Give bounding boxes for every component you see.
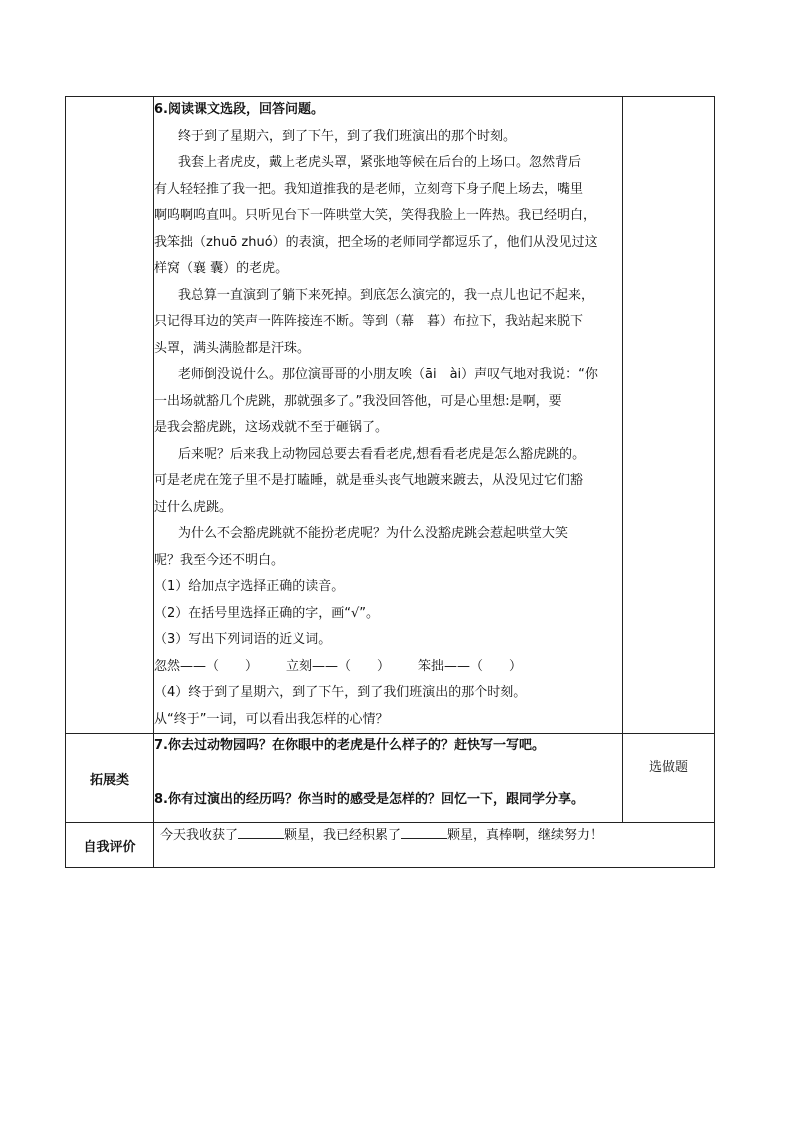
- sub-question-2: （2）在括号里选择正确的字，画“√”。: [154, 605, 380, 621]
- synonym-row: [154, 654, 622, 681]
- reading-left-cell: [66, 97, 154, 734]
- question-6-title: 6.阅读课文选段，回答问题。: [154, 102, 324, 117]
- passage-line: 过什么虎跳。: [154, 499, 233, 515]
- self-eval-row: [66, 823, 715, 868]
- question-7: 7.你去过动物园吗？在你眼中的老虎是什么样子的？赶快写一写吧。: [154, 738, 545, 753]
- worksheet-table: [65, 96, 715, 868]
- passage-line: 一出场就豁几个虎跳，那就强多了。”我没回答他，可是心里想:是啊，要: [154, 393, 562, 409]
- synonym-item-2[interactable]: 立刻——（ ）: [286, 658, 391, 674]
- passage-line: 头罩，满头满脸都是汗珠。: [154, 340, 311, 356]
- self-eval-text: [160, 823, 714, 850]
- reading-row: [66, 97, 715, 734]
- passage-line: 我总算一直演到了躺下来死掉。到底怎么演完的，我一点儿也记不起来，: [178, 287, 595, 303]
- passage-line: 样窝（襄 囊）的老虎。: [154, 261, 289, 276]
- passage-line: 老师倒没说什么。那位演哥哥的小朋友唉（āi ài）声叹气地对我说：“你: [178, 367, 598, 382]
- self-eval-cell: [154, 823, 715, 868]
- synonym-item-1[interactable]: 忽然——（ ）: [154, 658, 259, 674]
- passage-line: 终于到了星期六，到了下午，到了我们班演出的那个时刻。: [178, 128, 517, 144]
- self-eval-label: 自我评价: [66, 823, 154, 868]
- extension-questions-cell: [154, 734, 623, 823]
- stars-today-blank[interactable]: [238, 826, 284, 839]
- self-eval-text-c: 颗星，真棒啊，继续努力！: [447, 828, 604, 843]
- self-eval-text-a: 今天我收获了: [160, 828, 239, 843]
- sub-question-4: （4）终于到了星期六，到了下午，到了我们班演出的那个时刻。: [154, 685, 527, 700]
- passage-line: 啊呜啊呜直叫。只听见台下一阵哄堂大笑，笑得我脸上一阵热。我已经明白，: [154, 208, 597, 223]
- passage-line: 有人轻轻推了我一把。我知道推我的是老师，立刻弯下身子爬上场去，嘴里: [154, 181, 584, 197]
- sub-question-3: （3）写出下列词语的近义词。: [154, 632, 332, 647]
- stars-total-blank[interactable]: [401, 826, 447, 839]
- sub-question-1: （1）给加点字选择正确的读音。: [154, 579, 345, 594]
- passage-line: 我笨拙（zhuō zhuó）的表演，把全场的老师同学都逗乐了，他们从没见过这: [154, 234, 598, 250]
- extension-label: 拓展类: [66, 734, 154, 823]
- passage-line: 可是老虎在笼子里不是打瞌睡，就是垂头丧气地踱来踱去，从没见过它们豁: [154, 473, 584, 488]
- sub-question-4-prompt: 从“终于”一词，可以看出我怎样的心情？: [154, 711, 389, 727]
- optional-note: 选做题: [623, 734, 715, 823]
- extension-row: [66, 734, 715, 823]
- passage-line: 呢？我至今还不明白。: [154, 552, 285, 568]
- question-8: 8.你有过演出的经历吗？你当时的感受是怎样的？回忆一下，跟同学分享。: [154, 792, 584, 807]
- passage-line: 为什么不会豁虎跳就不能扮老虎呢？为什么没豁虎跳会惹起哄堂大笑: [178, 526, 569, 541]
- passage-line: 后来呢？后来我上动物园总要去看看老虎,想看看老虎是怎么豁虎跳的。: [178, 446, 586, 462]
- synonym-item-3[interactable]: 笨拙——（ ）: [418, 658, 523, 674]
- passage-line: 我套上者虎皮，戴上老虎头罩，紧张地等候在后台的上场口。忽然背后: [178, 155, 582, 170]
- reading-right-cell: [623, 97, 715, 734]
- reading-passage-cell: [154, 97, 623, 734]
- passage-line: 是我会豁虎跳，这场戏就不至于砸锅了。: [154, 420, 389, 435]
- passage-line: 只记得耳边的笑声一阵阵接连不断。等到（幕 暮）布拉下，我站起来脱下: [154, 314, 584, 329]
- self-eval-text-b: 颗星，我已经积累了: [284, 828, 402, 843]
